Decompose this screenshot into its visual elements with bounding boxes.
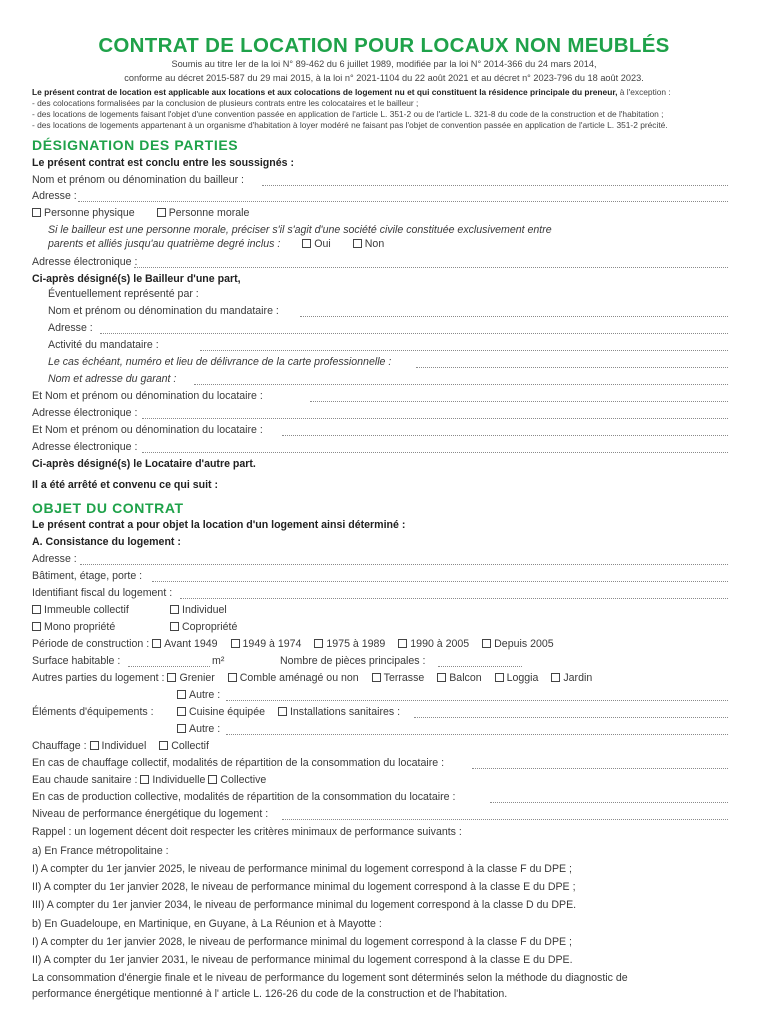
loggia-checkbox[interactable] bbox=[495, 673, 504, 682]
outremer-heading: b) En Guadeloupe, en Martinique, en Guyane, à La Réunion et à Mayotte : bbox=[32, 918, 382, 930]
fiscal-label: Identifiant fiscal du logement : bbox=[32, 587, 173, 599]
garant-label: Nom et adresse du garant : bbox=[48, 373, 177, 385]
periode-option-label: 1949 à 1974 bbox=[242, 638, 302, 650]
autre-parties-field[interactable] bbox=[226, 700, 728, 701]
arrete-statement: Il a été arrêté et convenu ce qui suit : bbox=[32, 479, 219, 491]
intro-item: - des locations de logements faisant l'objet d'une convention passée en application de l'article L. 351-2 ou de l'article L. 321-8 du code de la construction et de l'habitation ; bbox=[32, 109, 664, 119]
periode-row bbox=[32, 638, 554, 651]
intro-statement bbox=[32, 87, 671, 97]
chauffage-collectif-field[interactable] bbox=[472, 768, 728, 769]
eau-individuelle-checkbox[interactable] bbox=[140, 775, 149, 784]
mono-propriete-label: Mono propriété bbox=[44, 621, 116, 633]
activite-label: Activité du mandataire : bbox=[48, 339, 159, 351]
metro-item: III) A compter du 1er janvier 2034, le niveau de performance minimal du logement correspond à la classe D du DPE. bbox=[32, 899, 577, 911]
mandataire-name-field[interactable] bbox=[300, 316, 728, 317]
section-heading-objet: OBJET DU CONTRAT bbox=[32, 500, 184, 516]
autre-equip-field[interactable] bbox=[226, 734, 728, 735]
non-label: Non bbox=[364, 238, 385, 250]
rappel-text: Rappel : un logement décent doit respecter les critères minimaux de performance suivants : bbox=[32, 826, 462, 838]
personne-type-row bbox=[32, 207, 249, 220]
batiment-label: Bâtiment, étage, porte : bbox=[32, 570, 143, 582]
locataire1-field[interactable] bbox=[310, 401, 728, 402]
individuel-label: Individuel bbox=[182, 604, 227, 616]
periode-checkbox[interactable] bbox=[152, 639, 161, 648]
autre-parties-option bbox=[177, 689, 220, 702]
fiscal-field[interactable] bbox=[180, 598, 728, 599]
chauffage-individuel-label: Individuel bbox=[101, 740, 147, 752]
periode-option-label: 1975 à 1989 bbox=[326, 638, 386, 650]
immeuble-collectif-option bbox=[32, 604, 129, 617]
cuisine-checkbox[interactable] bbox=[177, 707, 186, 716]
chauffage-row bbox=[32, 740, 209, 753]
copropriete-checkbox[interactable] bbox=[170, 622, 179, 631]
intro-item: - des colocations formalisées par la conclusion de plusieurs contrats entre les colocataires et le bailleur ; bbox=[32, 98, 419, 108]
locataire2-email-label: Adresse électronique : bbox=[32, 441, 138, 453]
bailleur-name-field[interactable] bbox=[262, 185, 728, 186]
eau-individuelle-label: Individuelle bbox=[152, 774, 206, 786]
eau-collective-label: Collective bbox=[220, 774, 267, 786]
autres-parties-label: Autres parties du logement : bbox=[32, 672, 165, 684]
subtitle-line-1: Soumis au titre Ier de la loi N° 89-462 du 6 juillet 1989, modifiée par la loi N° 2014-366 du 24 mars 2014, bbox=[171, 59, 597, 69]
chauffage-collectif-text: En cas de chauffage collectif, modalités de répartition de la consommation du locataire : bbox=[32, 757, 445, 769]
surface-label: Surface habitable : bbox=[32, 655, 121, 667]
individuel-option bbox=[170, 604, 227, 617]
comble-label: Comble aménagé ou non bbox=[239, 672, 359, 684]
bailleur-address-field[interactable] bbox=[78, 201, 728, 202]
copro-option bbox=[170, 621, 237, 634]
sanitaires-field[interactable] bbox=[414, 717, 728, 718]
bailleur-address-label: Adresse : bbox=[32, 190, 77, 202]
grenier-checkbox[interactable] bbox=[167, 673, 176, 682]
sci-question-row bbox=[48, 238, 384, 251]
personne-physique-checkbox[interactable] bbox=[32, 208, 41, 217]
autre-equip-label: Autre : bbox=[189, 723, 221, 735]
locataire2-label: Et Nom et prénom ou dénomination du locataire : bbox=[32, 424, 263, 436]
metro-item: II) A compter du 1er janvier 2028, le niveau de performance minimal du logement correspond à la classe E du DPE ; bbox=[32, 881, 576, 893]
eau-chaude-row bbox=[32, 774, 266, 787]
jardin-checkbox[interactable] bbox=[551, 673, 560, 682]
mandataire-name-label: Nom et prénom ou dénomination du mandataire : bbox=[48, 305, 279, 317]
pieces-label: Nombre de pièces principales : bbox=[280, 655, 426, 667]
personne-morale-checkbox[interactable] bbox=[157, 208, 166, 217]
chauffage-collectif-checkbox[interactable] bbox=[159, 741, 168, 750]
locataire2-field[interactable] bbox=[282, 435, 728, 436]
pieces-field[interactable] bbox=[438, 666, 522, 667]
terrasse-checkbox[interactable] bbox=[372, 673, 381, 682]
non-checkbox[interactable] bbox=[353, 239, 362, 248]
bailleur-email-label: Adresse électronique : bbox=[32, 256, 138, 268]
autre-parties-label: Autre : bbox=[189, 689, 221, 701]
parties-lead: Le présent contrat est conclu entre les soussignés : bbox=[32, 157, 294, 169]
production-collective-field[interactable] bbox=[490, 802, 728, 803]
jardin-label: Jardin bbox=[563, 672, 593, 684]
periode-option-label: 1990 à 2005 bbox=[410, 638, 470, 650]
niveau-label: Niveau de performance énergétique du logement : bbox=[32, 808, 269, 820]
production-collective-text: En cas de production collective, modalités de répartition de la consommation du locataire : bbox=[32, 791, 456, 803]
autre-parties-checkbox[interactable] bbox=[177, 690, 186, 699]
subtitle-line-2: conforme au décret 2015-587 du 29 mai 2015, à la loi n° 2021-1104 du 22 août 2021 et au décret n° 2023-796 du 18 août 2023. bbox=[124, 73, 644, 83]
section-heading-parties: DÉSIGNATION DES PARTIES bbox=[32, 137, 239, 153]
consistance-heading: A. Consistance du logement : bbox=[32, 536, 181, 548]
sci-question-line-2: parents et alliés jusqu'au quatrième degré inclus : bbox=[48, 238, 281, 250]
eau-collective-checkbox[interactable] bbox=[208, 775, 217, 784]
objet-lead: Le présent contrat a pour objet la location d'un logement ainsi déterminé : bbox=[32, 519, 406, 531]
periode-checkbox[interactable] bbox=[482, 639, 491, 648]
chauffage-collectif-label: Collectif bbox=[171, 740, 209, 752]
carte-pro-label: Le cas échéant, numéro et lieu de délivrance de la carte professionnelle : bbox=[48, 356, 392, 368]
consommation-line-2: performance énergétique mentionné à l' article L. 126-26 du code de la construction et de l'habitation. bbox=[32, 988, 508, 1000]
chauffage-label: Chauffage : bbox=[32, 740, 87, 752]
sanitaires-label: Installations sanitaires : bbox=[289, 706, 401, 718]
immeuble-collectif-label: Immeuble collectif bbox=[44, 604, 129, 616]
logement-address-label: Adresse : bbox=[32, 553, 77, 565]
niveau-field[interactable] bbox=[282, 819, 728, 820]
periode-checkbox[interactable] bbox=[314, 639, 323, 648]
ci-apres-bailleur: Ci-après désigné(s) le Bailleur d'une part, bbox=[32, 273, 241, 285]
locataire2-email-field[interactable] bbox=[142, 452, 728, 453]
eau-chaude-label: Eau chaude sanitaire : bbox=[32, 774, 138, 786]
personne-morale-label: Personne morale bbox=[168, 207, 250, 219]
cuisine-label: Cuisine équipée bbox=[189, 706, 265, 718]
personne-physique-label: Personne physique bbox=[44, 207, 135, 219]
sci-question-line-1: Si le bailleur est une personne morale, préciser s'il s'agit d'une société civile constituée exclusivement entre bbox=[48, 224, 552, 236]
intro-rest: à l'exception : bbox=[617, 87, 671, 97]
logement-address-field[interactable] bbox=[80, 564, 728, 565]
periode-checkbox[interactable] bbox=[398, 639, 407, 648]
consommation-line-1: La consommation d'énergie finale et le niveau de performance du logement sont déterminés selon la méthode du diagnostic de bbox=[32, 972, 628, 984]
equipements-label: Éléments d'équipements : bbox=[32, 706, 154, 718]
garant-field[interactable] bbox=[194, 384, 728, 385]
terrasse-label: Terrasse bbox=[383, 672, 425, 684]
metro-item: I) A compter du 1er janvier 2025, le niveau de performance minimal du logement correspond à la classe F du DPE ; bbox=[32, 863, 572, 875]
batiment-field[interactable] bbox=[152, 581, 728, 582]
locataire1-email-field[interactable] bbox=[142, 418, 728, 419]
periode-checkbox[interactable] bbox=[231, 639, 240, 648]
surface-unit: m² bbox=[212, 655, 225, 667]
loggia-label: Loggia bbox=[506, 672, 539, 684]
outremer-item: II) A compter du 1er janvier 2031, le niveau de performance minimal du logement correspond à la classe E du DPE. bbox=[32, 954, 573, 966]
autre-equip-checkbox[interactable] bbox=[177, 724, 186, 733]
metro-heading: a) En France métropolitaine : bbox=[32, 845, 169, 857]
oui-checkbox[interactable] bbox=[302, 239, 311, 248]
periode-option-label: Depuis 2005 bbox=[494, 638, 554, 650]
activite-field[interactable] bbox=[200, 350, 728, 351]
mandataire-address-label: Adresse : bbox=[48, 322, 93, 334]
intro-bold: Le présent contrat de location est applicable aux locations et aux colocations de logement nu et qui constituent la résidence principale du preneur, bbox=[32, 87, 618, 97]
immeuble-collectif-checkbox[interactable] bbox=[32, 605, 41, 614]
autre-equip-option bbox=[177, 723, 220, 736]
comble-checkbox[interactable] bbox=[228, 673, 237, 682]
ci-apres-locataire: Ci-après désigné(s) le Locataire d'autre part. bbox=[32, 458, 256, 470]
mono-option bbox=[32, 621, 115, 634]
oui-label: Oui bbox=[314, 238, 331, 250]
outremer-item: I) A compter du 1er janvier 2028, le niveau de performance minimal du logement correspond à la classe F du DPE ; bbox=[32, 936, 572, 948]
grenier-label: Grenier bbox=[179, 672, 215, 684]
carte-pro-field[interactable] bbox=[416, 367, 728, 368]
surface-field[interactable] bbox=[128, 666, 210, 667]
locataire1-label: Et Nom et prénom ou dénomination du locataire : bbox=[32, 390, 263, 402]
periode-label: Période de construction : bbox=[32, 638, 150, 650]
locataire1-email-label: Adresse électronique : bbox=[32, 407, 138, 419]
represente-label: Éventuellement représenté par : bbox=[48, 288, 199, 300]
autres-parties-row bbox=[32, 672, 592, 685]
mono-propriete-checkbox[interactable] bbox=[32, 622, 41, 631]
balcon-label: Balcon bbox=[449, 672, 482, 684]
individuel-checkbox[interactable] bbox=[170, 605, 179, 614]
bailleur-name-label: Nom et prénom ou dénomination du bailleur : bbox=[32, 174, 244, 186]
document-title: CONTRAT DE LOCATION POUR LOCAUX NON MEUBLÉS bbox=[98, 34, 670, 57]
mandataire-address-field[interactable] bbox=[100, 333, 728, 334]
balcon-checkbox[interactable] bbox=[437, 673, 446, 682]
bailleur-email-field[interactable] bbox=[134, 267, 728, 268]
equipements-row bbox=[177, 706, 400, 719]
chauffage-individuel-checkbox[interactable] bbox=[90, 741, 99, 750]
periode-option-label: Avant 1949 bbox=[164, 638, 218, 650]
copropriete-label: Copropriété bbox=[182, 621, 238, 633]
intro-item: - des locations de logements appartenant à un organisme d'habitation à loyer modéré ne faisant pas l'objet de convention passée en application de l'article L. 351-2 précité. bbox=[32, 120, 668, 130]
sanitaires-checkbox[interactable] bbox=[278, 707, 287, 716]
